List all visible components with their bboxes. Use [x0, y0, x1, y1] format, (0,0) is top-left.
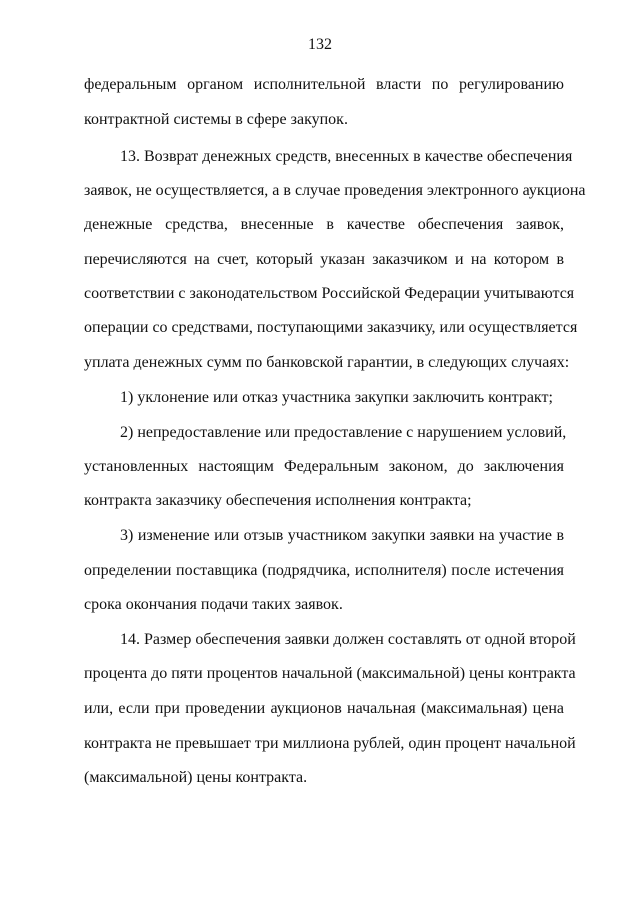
text-line-6: перечисляются на счет, который указан заказчиком и на котором в	[84, 251, 564, 268]
text-line-7: соответствии с законодательством Российской Федерации учитываются	[84, 285, 575, 302]
text-line-16: срока окончания подачи таких заявок.	[84, 596, 343, 613]
text-line-18: процента до пяти процентов начальной (максимальной) цены контракта	[84, 665, 576, 682]
text-line-20: контракта не превышает три миллиона рублей, один процент начальной	[84, 735, 576, 752]
text-line-5: денежные средства, внесенные в качестве обеспечения заявок,	[84, 216, 564, 233]
text-line-1: федеральным органом исполнительной власти по регулированию	[84, 76, 564, 93]
text-line-2: контрактной системы в сфере закупок.	[84, 111, 348, 128]
text-line-14: 3) изменение или отзыв участником закупки заявки на участие в	[120, 527, 564, 544]
text-line-3: 13. Возврат денежных средств, внесенных в качестве обеспечения	[120, 148, 573, 165]
text-line-15: определении поставщика (подрядчика, исполнителя) после истечения	[84, 562, 564, 579]
text-line-17: 14. Размер обеспечения заявки должен составлять от одной второй	[120, 631, 576, 648]
text-line-19: или, если при проведении аукционов начальная (максимальная) цена	[84, 700, 564, 717]
page-number: 132	[308, 36, 332, 53]
text-line-8: операции со средствами, поступающими заказчику, или осуществляется	[84, 319, 578, 336]
text-line-9: уплата денежных сумм по банковской гарантии, в следующих случаях:	[84, 354, 570, 371]
text-line-4: заявок, не осуществляется, а в случае проведения электронного аукциона	[84, 182, 586, 199]
text-line-11: 2) непредоставление или предоставление с нарушением условий,	[120, 424, 567, 441]
text-line-10: 1) уклонение или отказ участника закупки заключить контракт;	[120, 389, 553, 406]
text-line-12: установленных настоящим Федеральным законом, до заключения	[84, 458, 564, 475]
text-line-21: (максимальной) цены контракта.	[84, 769, 308, 786]
text-line-13: контракта заказчику обеспечения исполнения контракта;	[84, 492, 472, 509]
